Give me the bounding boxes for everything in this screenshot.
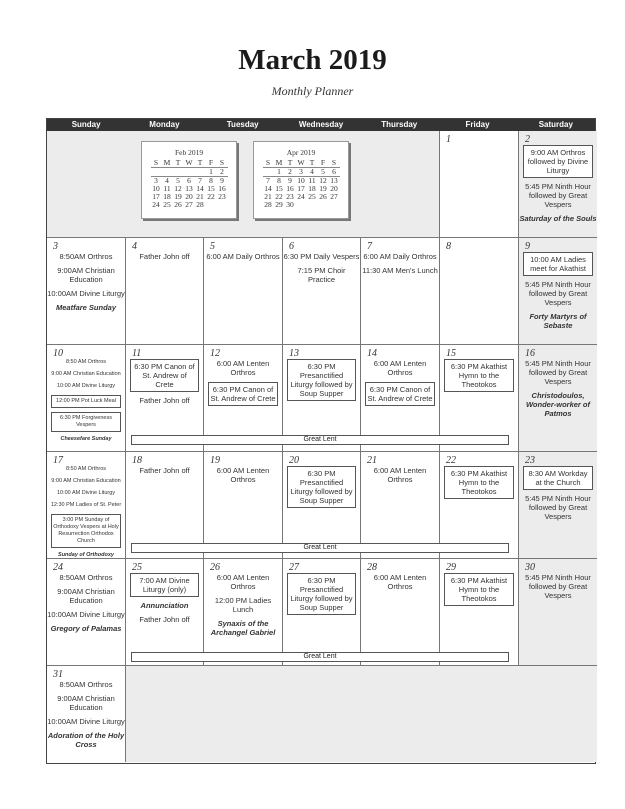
day-number: 30 <box>525 562 535 573</box>
page-title: March 2019 <box>238 44 387 76</box>
event-text: Father John off <box>139 466 190 475</box>
feast-label: Sunday of Orthodoxy <box>58 552 114 558</box>
event-text: 6:00 AM Lenten Orthros <box>373 359 427 377</box>
feast-label: Forty Martyrs of Sebaste <box>529 312 587 330</box>
day-number: 20 <box>289 455 299 466</box>
mini-calendar-table: S M T W T F S 1 2 3 4 5 6 7 8 9 10 11 12 13 14 15 16 17 18 19 20 21 22 23 24 25 26 27 28 <box>152 158 226 209</box>
event-text: 6:30 PM Daily Vespers <box>283 252 360 261</box>
day-content <box>361 252 439 280</box>
event-text: 10:00AM Divine Liturgy <box>47 717 125 726</box>
day-content <box>126 466 203 480</box>
day-number: 14 <box>367 348 377 359</box>
great-lent-bar: Great Lent <box>131 543 509 553</box>
day-number: 23 <box>525 455 535 466</box>
day-content <box>204 466 282 489</box>
day-cell-17[interactable] <box>47 452 126 559</box>
day-content <box>47 466 125 559</box>
day-number: 26 <box>210 562 220 573</box>
day-content <box>47 252 125 317</box>
mini-calendar-title: Feb 2019 <box>174 148 204 157</box>
event-text: 9:00AM Christian Education <box>57 266 115 284</box>
day-number: 15 <box>446 348 456 359</box>
day-cell-2[interactable] <box>519 131 597 238</box>
day-cell-4[interactable] <box>126 238 204 345</box>
event-box: 6:30 PM Akathist Hymn to the Theotokos <box>444 466 514 499</box>
event-box: 6:30 PM Canon of St. Andrew of Crete <box>130 359 199 392</box>
weekday-wednesday: Wednesday <box>298 120 344 129</box>
event-text: 8:50AM Orthros <box>59 252 113 261</box>
day-content <box>283 573 360 619</box>
day-number: 27 <box>289 562 299 573</box>
day-content <box>283 466 360 512</box>
day-content <box>519 573 597 605</box>
event-text: 6:00 AM Daily Orthros <box>206 252 280 261</box>
day-number: 17 <box>53 455 63 466</box>
day-content <box>283 359 360 405</box>
day-content <box>126 252 203 266</box>
day-content <box>283 252 360 289</box>
day-number: 19 <box>210 455 220 466</box>
day-cell-29[interactable] <box>440 559 519 666</box>
event-text: 6:00 AM Daily Orthros <box>363 252 437 261</box>
event-box: 6:30 PM Presanctified Liturgy followed by Soup Supper <box>287 466 356 508</box>
feast-label: Christodoulos, Wonder-worker of Patmos <box>525 391 591 418</box>
day-cell-24[interactable] <box>47 559 126 666</box>
event-box: 6:30 PM Canon of St. Andrew of Crete <box>365 382 435 406</box>
event-text: 7:15 PM Choir Practice <box>297 266 346 284</box>
mini-calendar-title: Apr 2019 <box>286 148 316 157</box>
great-lent-bar: Great Lent <box>131 652 509 662</box>
event-text: Father John off <box>139 615 190 624</box>
weekday-header <box>47 119 595 131</box>
event-text: Father John off <box>139 396 190 405</box>
day-number: 24 <box>53 562 63 573</box>
day-cell-31[interactable] <box>47 666 126 762</box>
day-cell-26[interactable] <box>204 559 283 666</box>
day-cell-28[interactable] <box>361 559 440 666</box>
page-subtitle: Monthly Planner <box>271 84 354 98</box>
event-text: 10:00 AM Divine Liturgy <box>56 383 116 389</box>
weekday-friday: Friday <box>465 120 490 129</box>
day-content <box>519 145 597 228</box>
day-number: 13 <box>289 348 299 359</box>
mini-calendar-feb <box>141 141 237 219</box>
day-number: 2 <box>525 134 530 145</box>
day-content <box>440 466 518 503</box>
event-text: Father John off <box>139 252 190 261</box>
event-text: 11:30 AM Men's Lunch <box>362 266 438 275</box>
day-content <box>361 573 439 596</box>
day-cell-3[interactable] <box>47 238 126 345</box>
day-content <box>519 466 597 526</box>
event-text: 8:50AM Orthros <box>59 680 113 689</box>
event-text: 10:00AM Divine Liturgy <box>47 289 125 298</box>
day-cell-1[interactable] <box>440 131 519 238</box>
event-box: 6:30 PM Presanctified Liturgy followed by Soup Supper <box>287 359 356 401</box>
day-number: 21 <box>367 455 377 466</box>
event-text: 10:00AM Divine Liturgy <box>47 610 125 619</box>
event-box: 8:30 AM Workday at the Church <box>523 466 593 490</box>
day-cell-27[interactable] <box>283 559 361 666</box>
event-box: 6:30 PM Canon of St. Andrew of Crete <box>208 382 278 406</box>
day-content <box>126 359 203 410</box>
day-number: 16 <box>525 348 535 359</box>
empty-days-block <box>47 131 440 238</box>
day-content <box>361 466 439 489</box>
day-number: 5 <box>210 241 215 252</box>
event-text: 5:45 PM Ninth Hour followed by Great Vespers <box>525 280 591 307</box>
day-content <box>204 573 282 642</box>
day-number: 10 <box>53 348 63 359</box>
day-content <box>519 359 597 423</box>
day-number: 6 <box>289 241 294 252</box>
weekday-saturday: Saturday <box>538 120 573 129</box>
day-content <box>47 680 125 754</box>
event-text: 5:45 PM Ninth Hour followed by Great Vespers <box>525 359 591 386</box>
day-content <box>47 359 125 448</box>
feast-label: Adoration of the Holy Cross <box>47 731 125 749</box>
day-content <box>204 359 282 410</box>
day-content <box>204 252 282 266</box>
event-text: 10:00 AM Divine Liturgy <box>56 490 116 496</box>
day-number: 7 <box>367 241 372 252</box>
event-text: 8:50 AM Orthros <box>65 359 107 365</box>
event-text: 12:00 PM Ladies Lunch <box>214 596 272 614</box>
event-box: 12:00 PM Pot Luck Meal <box>51 395 121 408</box>
day-cell-23[interactable] <box>519 452 597 559</box>
weekday-monday: Monday <box>149 120 180 129</box>
day-content <box>126 573 203 629</box>
day-number: 4 <box>132 241 137 252</box>
event-text: 9:00 AM Christian Education <box>51 371 121 377</box>
event-text: 8:50AM Orthros <box>59 573 113 582</box>
event-text: 12:30 PM Ladies of St. Peter <box>50 502 122 508</box>
day-cell-7[interactable] <box>361 238 440 345</box>
day-cell-6[interactable] <box>283 238 361 345</box>
event-text: 9:00 AM Christian Education <box>51 478 121 484</box>
day-number: 1 <box>446 134 451 145</box>
day-cell-16[interactable] <box>519 345 597 452</box>
day-number: 25 <box>132 562 142 573</box>
event-text: 6:00 AM Lenten Orthros <box>216 466 270 484</box>
event-text: 5:45 PM Ninth Hour followed by Great Vespers <box>525 573 591 600</box>
day-number: 3 <box>53 241 58 252</box>
great-lent-bar: Great Lent <box>131 435 509 445</box>
feast-label: Saturday of the Souls <box>519 214 597 223</box>
day-content <box>440 573 518 610</box>
day-content <box>47 573 125 638</box>
day-number: 12 <box>210 348 220 359</box>
event-box: 6:30 PM Akathist Hymn to the Theotokos <box>444 359 514 392</box>
calendar-grid <box>46 118 596 764</box>
event-box: 10:00 AM Ladies meet for Akathist <box>523 252 593 276</box>
day-content <box>519 252 597 335</box>
day-cell-9[interactable] <box>519 238 597 345</box>
event-text: 6:00 AM Lenten Orthros <box>373 573 427 591</box>
weekday-tuesday: Tuesday <box>226 120 259 129</box>
weekday-thursday: Thursday <box>381 120 418 129</box>
day-cell-10[interactable] <box>47 345 126 452</box>
feast-label: Meatfare Sunday <box>55 303 117 312</box>
event-text: 5:45 PM Ninth Hour followed by Great Vespers <box>525 494 591 521</box>
event-box: 3:00 PM Sunday of Orthodoxy Vespers at Holy Resurrection Orthodox Church <box>51 514 121 548</box>
feast-label: Cheesefare Sunday <box>60 436 112 442</box>
event-text: 5:45 PM Ninth Hour followed by Great Vespers <box>525 182 591 209</box>
empty-days-block <box>126 666 597 762</box>
day-cell-25[interactable] <box>126 559 204 666</box>
event-box: 9:00 AM Orthros followed by Divine Liturgy <box>523 145 593 178</box>
feast-label: Gregory of Palamas <box>50 624 122 633</box>
day-number: 18 <box>132 455 142 466</box>
day-number: 11 <box>132 348 142 359</box>
event-text: 6:00 AM Lenten Orthros <box>373 466 427 484</box>
day-number: 22 <box>446 455 456 466</box>
day-number: 9 <box>525 241 530 252</box>
day-number: 8 <box>446 241 451 252</box>
feast-label: Annunciation <box>140 601 189 610</box>
mini-calendar-apr <box>253 141 349 219</box>
day-number: 31 <box>53 669 63 680</box>
event-box: 6:30 PM Forgiveness Vespers <box>51 412 121 432</box>
feast-label: Synaxis of the Archangel Gabriel <box>210 619 276 637</box>
event-text: 8:50 AM Orthros <box>65 466 107 472</box>
day-number: 28 <box>367 562 377 573</box>
event-text: 6:00 AM Lenten Orthros <box>216 573 270 591</box>
day-content <box>440 359 518 396</box>
day-content <box>361 359 439 410</box>
day-cell-8[interactable] <box>440 238 519 345</box>
event-box: 7:00 AM Divine Liturgy (only) <box>130 573 199 597</box>
weekday-sunday: Sunday <box>71 120 101 129</box>
event-box: 6:30 PM Presanctified Liturgy followed by Soup Supper <box>287 573 356 615</box>
event-text: 6:00 AM Lenten Orthros <box>216 359 270 377</box>
event-text: 9:00AM Christian Education <box>57 694 115 712</box>
event-box: 6:30 PM Akathist Hymn to the Theotokos <box>444 573 514 606</box>
mini-calendar-table: S M T W T F S 1 2 3 4 5 6 7 8 9 10 11 12 13 14 15 16 17 18 19 20 21 22 23 24 25 26 27 28 29 30 <box>264 158 338 209</box>
event-text: 9:00AM Christian Education <box>57 587 115 605</box>
day-cell-30[interactable] <box>519 559 597 666</box>
day-number: 29 <box>446 562 456 573</box>
day-cell-5[interactable] <box>204 238 283 345</box>
